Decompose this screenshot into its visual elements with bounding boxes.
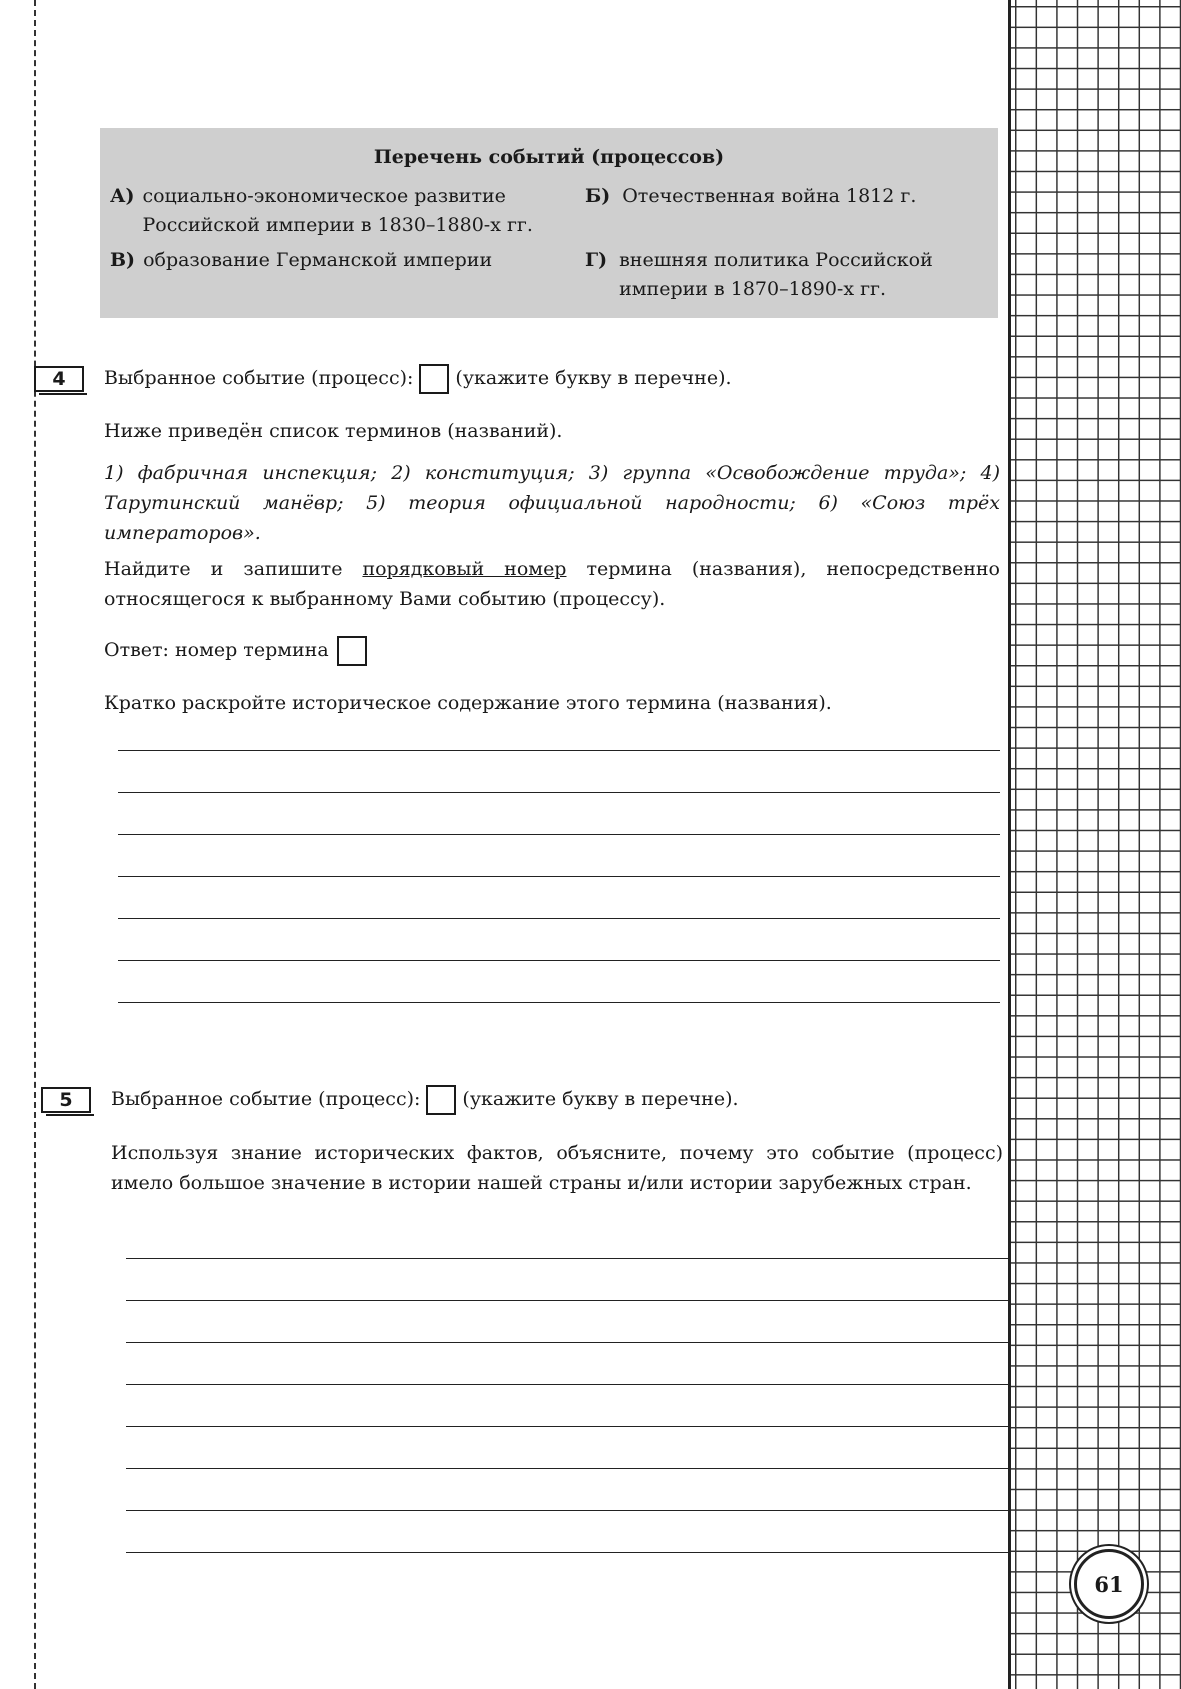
event-text: внешняя политика Российской империи в 1870–1890-х гг.	[619, 249, 933, 300]
task-4-number-box[interactable]	[337, 636, 367, 666]
task-4-intro: Ниже приведён список терминов (названий).	[104, 420, 563, 442]
task-4-explain: Кратко раскройте историческое содержание этого термина (названия).	[104, 692, 832, 714]
answer-line[interactable]	[118, 750, 1000, 751]
events-title: Перечень событий (процессов)	[373, 146, 725, 168]
task-4-terms: 1) фабричная инспекция; 2) конституция; 3) группа «Освобождение труда»; 4) Тарутинский манёвр; 5) теория официальной народности; 6) «Союз трёх императоров».	[104, 462, 1000, 544]
instruction-start: Найдите и запишите	[104, 558, 363, 580]
cut-line	[34, 0, 36, 1689]
task-4-number: 4	[34, 366, 84, 392]
event-text: Отечественная война 1812 г.	[622, 185, 917, 207]
answer-line[interactable]	[118, 960, 1000, 961]
events-list-box	[100, 128, 998, 318]
task-5-chosen-prefix: Выбранное событие (процесс):	[111, 1088, 421, 1110]
task-4-instruction	[104, 554, 1000, 614]
task-5-chosen-suffix: (укажите букву в перечне).	[462, 1088, 739, 1110]
task-4-answer	[104, 636, 373, 666]
answer-line[interactable]	[126, 1510, 1008, 1511]
answer-line[interactable]	[126, 1300, 1008, 1301]
event-g	[585, 246, 988, 304]
event-text: социально-экономическое развитие Российской империи в 1830–1880-х гг.	[142, 185, 533, 236]
answer-line[interactable]	[126, 1342, 1008, 1343]
answer-line[interactable]	[126, 1258, 1008, 1259]
events-grid	[110, 182, 988, 304]
task-4-answer-label: Ответ: номер термина	[104, 639, 329, 661]
task-5-number: 5	[41, 1087, 91, 1113]
answer-line[interactable]	[126, 1426, 1008, 1427]
event-letter: Г)	[585, 249, 608, 271]
instruction-underlined: порядковый номер	[362, 558, 567, 580]
task-5-question: Используя знание исторических фактов, объясните, почему это событие (процесс) имело большое значение в истории нашей страны и/или истории зарубежных стран.	[111, 1142, 1003, 1194]
event-b	[585, 182, 988, 240]
task-5-letter-box[interactable]	[426, 1085, 456, 1115]
answer-line[interactable]	[118, 1002, 1000, 1003]
answer-line[interactable]	[118, 834, 1000, 835]
page-number	[1074, 1549, 1144, 1619]
event-letter: В)	[110, 249, 136, 271]
answer-line[interactable]	[126, 1468, 1008, 1469]
answer-line[interactable]	[126, 1384, 1008, 1385]
answer-line[interactable]	[118, 876, 1000, 877]
event-text: образование Германской империи	[143, 249, 493, 271]
event-letter: А)	[110, 185, 135, 207]
task-4-letter-box[interactable]	[419, 364, 449, 394]
task-4-chosen-prefix: Выбранное событие (процесс):	[104, 367, 414, 389]
task-5-chosen-event	[111, 1085, 739, 1115]
page-number-text: 61	[1094, 1571, 1124, 1597]
event-a	[110, 182, 585, 240]
answer-line[interactable]	[118, 918, 1000, 919]
instruction-end: термина (названия), непосредственно относящегося к выбранному Вами событию (процессу).	[104, 558, 1001, 610]
task-4-chosen-suffix: (укажите букву в перечне).	[455, 367, 732, 389]
event-v	[110, 246, 585, 304]
event-letter: Б)	[585, 185, 611, 207]
task-4-chosen-event	[104, 364, 732, 394]
answer-line[interactable]	[126, 1552, 1008, 1553]
answer-grid	[1008, 0, 1181, 1689]
answer-line[interactable]	[118, 792, 1000, 793]
